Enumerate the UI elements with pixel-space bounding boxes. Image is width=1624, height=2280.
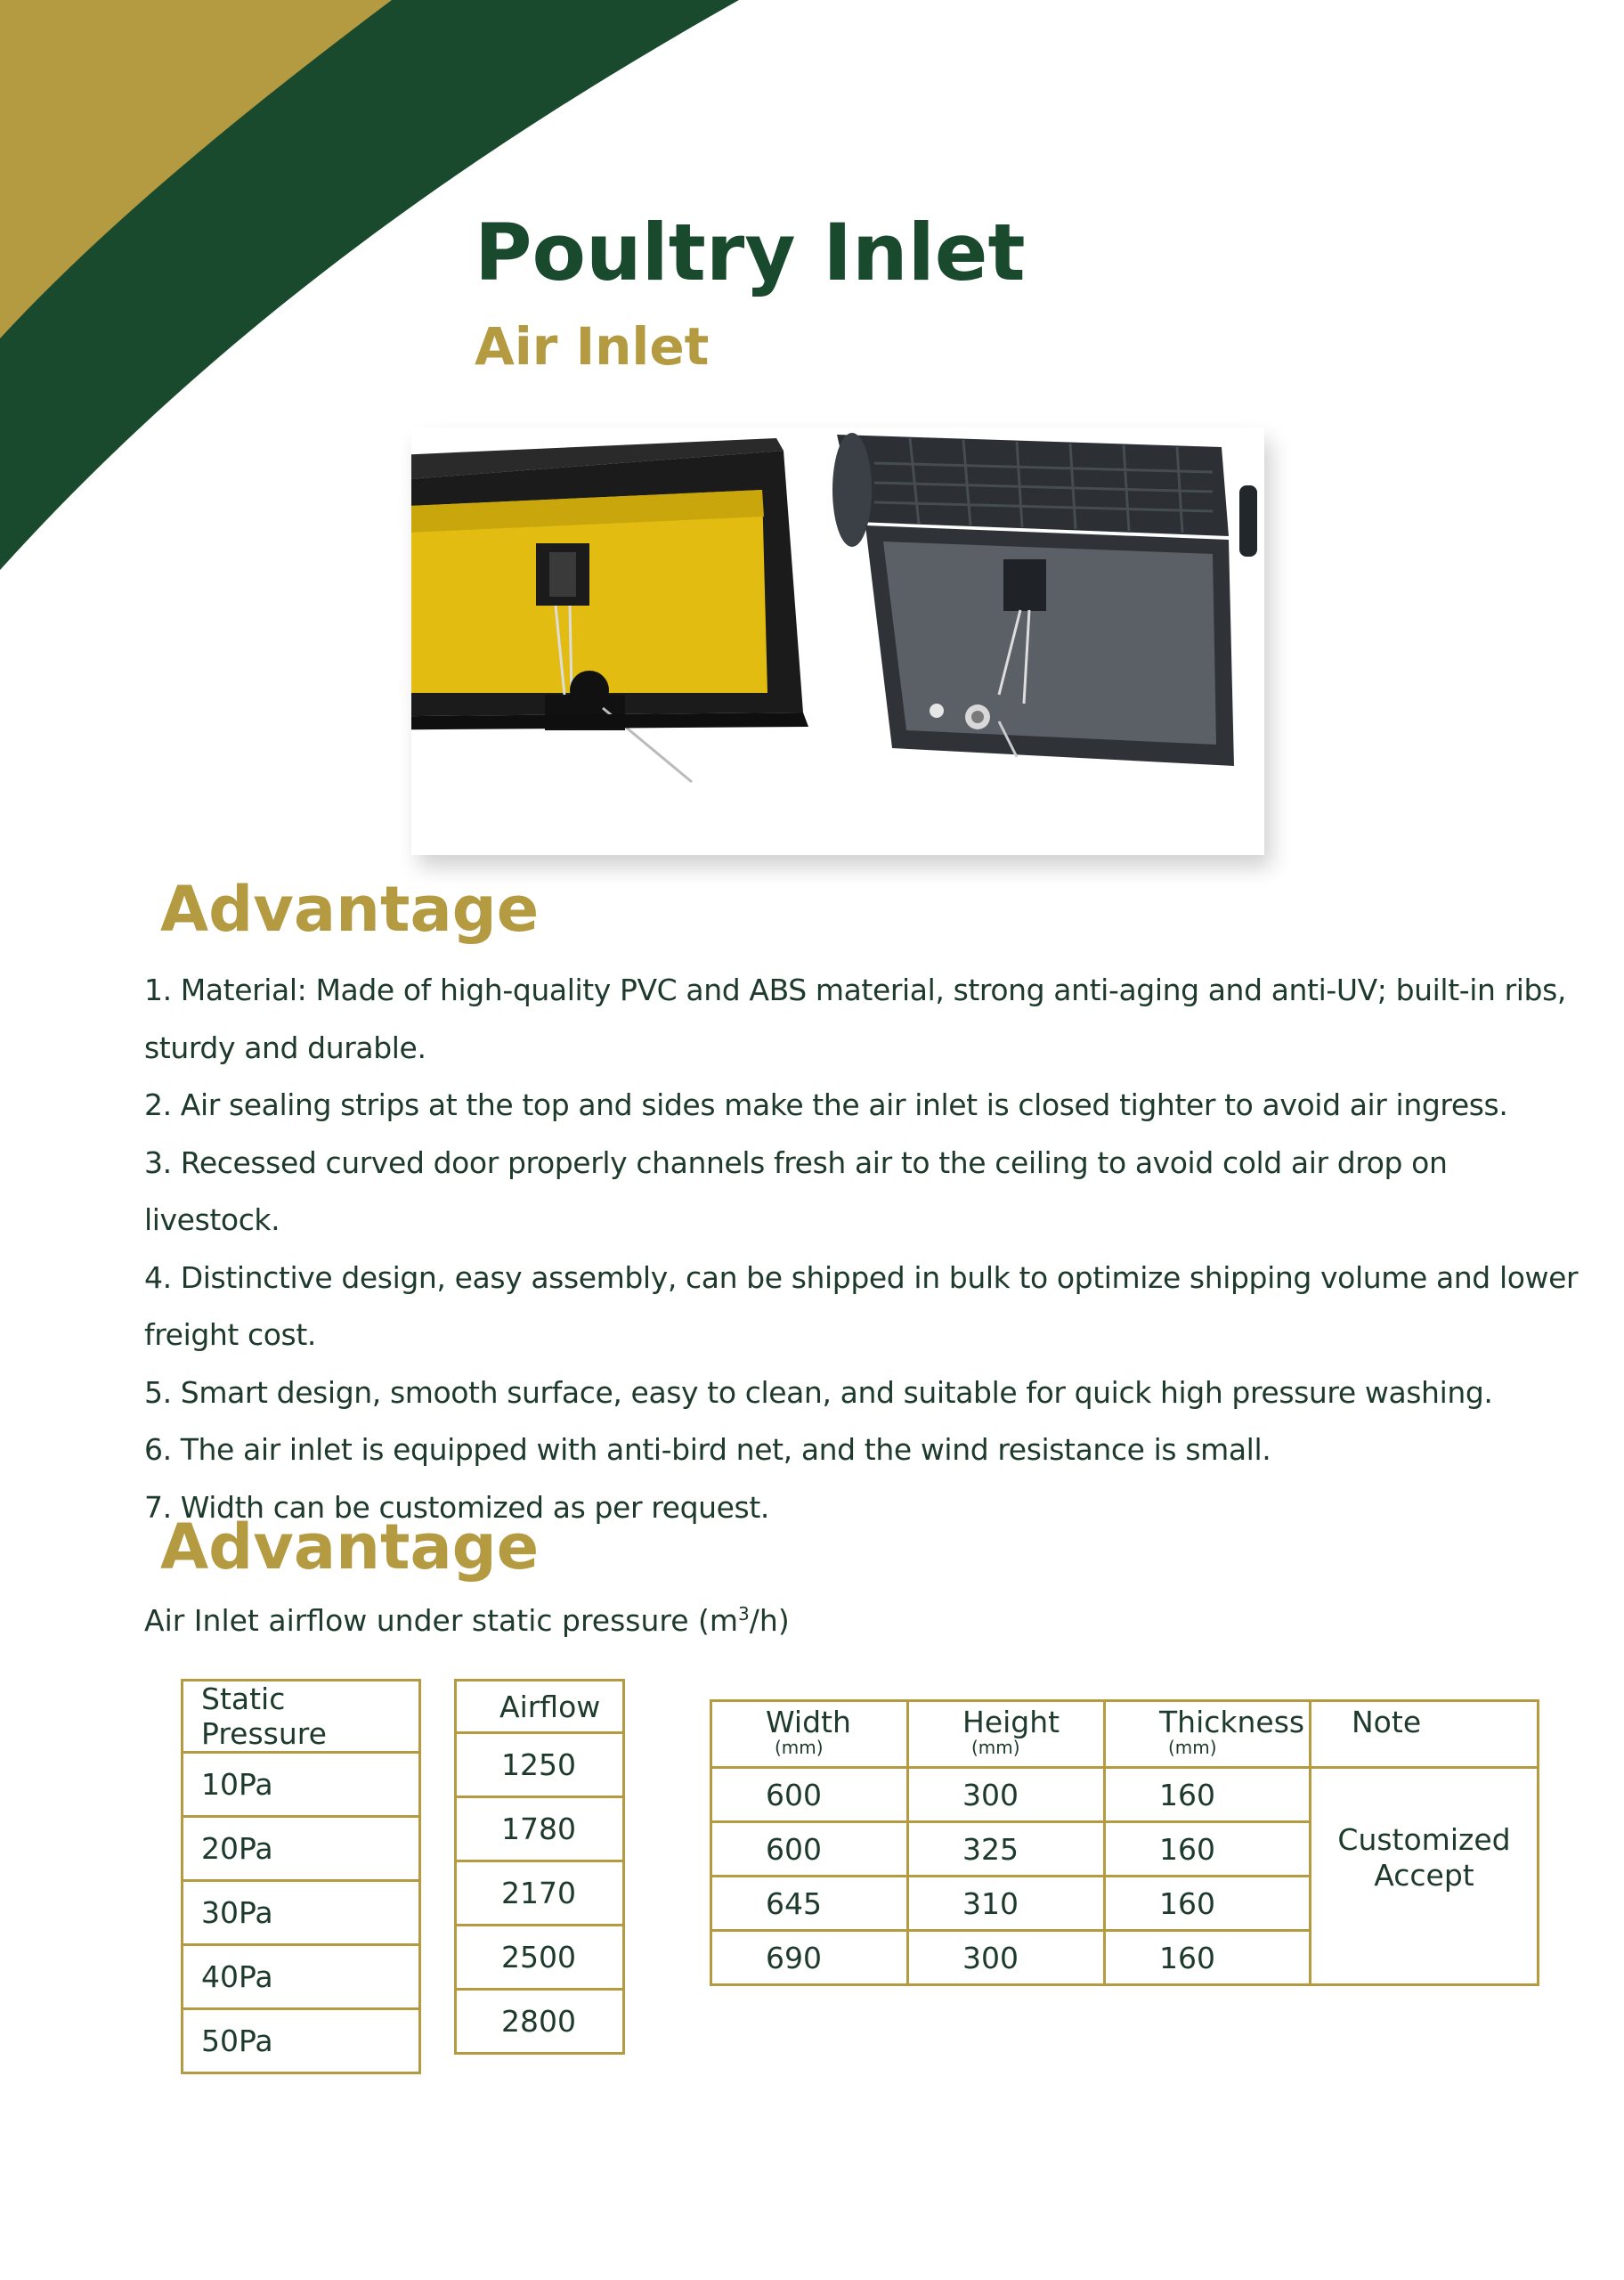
- table-cell: 160: [1105, 1822, 1311, 1877]
- list-item: 1. Material: Made of high-quality PVC and ABS material, strong anti-aging and anti-UV; built-in ribs,: [144, 973, 1566, 1007]
- page-title: Poultry Inlet: [475, 207, 1026, 298]
- table-cell: 690: [711, 1931, 908, 1985]
- caption-text-end: /h): [749, 1603, 790, 1638]
- header-unit: (mm): [1168, 1737, 1217, 1758]
- table-cell: 10Pa: [183, 1753, 420, 1817]
- table-row: [456, 1861, 624, 1926]
- list-item: 4. Distinctive design, easy assembly, can be shipped in bulk to optimize shipping volume and lower: [144, 1259, 1579, 1295]
- table-cell: 1780: [456, 1797, 624, 1861]
- table-cell: 50Pa: [183, 2009, 420, 2073]
- airflow-caption: [144, 1603, 790, 1638]
- static-pressure-table: [181, 1679, 421, 2074]
- table-cell: 600: [711, 1768, 908, 1822]
- product-photo-card: [411, 428, 1264, 855]
- list-item: 7. Width can be customized as per request.: [144, 1489, 769, 1525]
- header-label: Height: [962, 1705, 1060, 1739]
- list-item: 2. Air sealing strips at the top and sides make the air inlet is closed tighter to avoid air ingress.: [144, 1087, 1508, 1122]
- header-label: Width: [766, 1705, 851, 1739]
- table-cell: 20Pa: [183, 1817, 420, 1881]
- table-cell: 160: [1105, 1768, 1311, 1822]
- list-item: sturdy and durable.: [144, 1030, 426, 1065]
- table-header: [908, 1701, 1105, 1768]
- table-cell: 325: [908, 1822, 1105, 1877]
- table-cell: 600: [711, 1822, 908, 1877]
- table-cell: 40Pa: [183, 1945, 420, 2009]
- header-unit: (mm): [971, 1737, 1020, 1758]
- right-inlet-photo: [832, 433, 1257, 766]
- advantage-heading: Advantage: [160, 873, 540, 946]
- table-header: Airflow: [456, 1681, 624, 1733]
- list-item: 5. Smart design, smooth surface, easy to clean, and suitable for quick high pressure washing.: [144, 1374, 1493, 1410]
- table-cell: 2800: [456, 1990, 624, 2054]
- table-header: [711, 1701, 908, 1768]
- table-row: [183, 1753, 420, 1817]
- dimension-table: [710, 1699, 1539, 1986]
- table-cell: 30Pa: [183, 1881, 420, 1945]
- table-cell: 2500: [456, 1926, 624, 1990]
- table-cell: 1250: [456, 1733, 624, 1797]
- page-subtitle: Air Inlet: [475, 316, 710, 377]
- advantage-list: [144, 962, 1587, 1536]
- table-header: Note: [1311, 1701, 1539, 1768]
- table-row: [183, 1817, 420, 1881]
- header-label: Thickness: [1159, 1705, 1305, 1739]
- left-inlet-photo: [411, 438, 808, 782]
- table-cell: 310: [908, 1877, 1105, 1931]
- caption-superscript: 3: [738, 1603, 750, 1624]
- list-item: freight cost.: [144, 1317, 316, 1352]
- table-cell: 160: [1105, 1877, 1311, 1931]
- table-row: [183, 1945, 420, 2009]
- table-cell: 2170: [456, 1861, 624, 1926]
- table-cell: 300: [908, 1931, 1105, 1985]
- list-item: 6. The air inlet is equipped with anti-bird net, and the wind resistance is small.: [144, 1432, 1271, 1467]
- table-row: [456, 1797, 624, 1861]
- header-unit: (mm): [775, 1737, 824, 1758]
- table-row: [456, 1926, 624, 1990]
- table-row: [183, 1881, 420, 1945]
- table-row: [456, 1733, 624, 1797]
- table-row: [456, 1990, 624, 2054]
- table-cell: 300: [908, 1768, 1105, 1822]
- caption-text: Air Inlet airflow under static pressure (m: [144, 1603, 739, 1638]
- table-header: [1105, 1701, 1311, 1768]
- airflow-table: [454, 1679, 625, 2055]
- note-cell: Customized Accept: [1311, 1768, 1539, 1985]
- table-header: Static Pressure: [183, 1681, 420, 1753]
- list-item: 3. Recessed curved door properly channels fresh air to the ceiling to avoid cold air drop on livestock.: [144, 1144, 1448, 1237]
- table-row: [711, 1768, 1539, 1822]
- table-cell: 160: [1105, 1931, 1311, 1985]
- table-cell: 645: [711, 1877, 908, 1931]
- table-row: [183, 2009, 420, 2073]
- specs-heading: Advantage: [160, 1510, 540, 1584]
